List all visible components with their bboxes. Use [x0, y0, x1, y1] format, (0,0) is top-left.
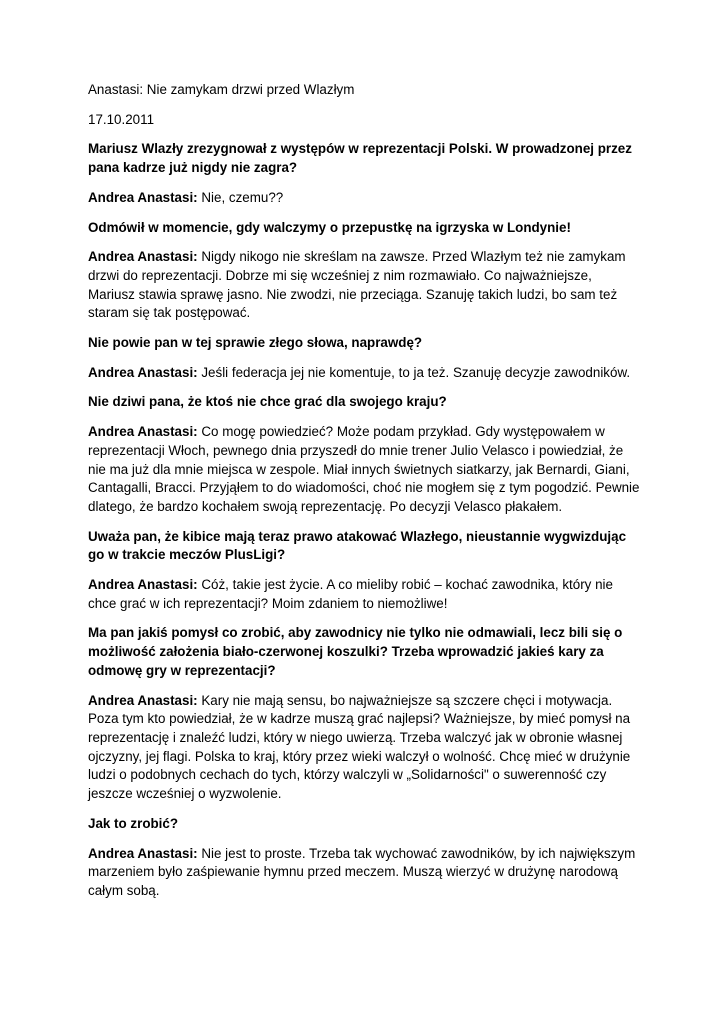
answer-text: Nigdy nikogo nie skreślam na zawsze. Przed Wlazłym też nie zamykam drzwi do reprezentacji. Dobrze mi się wcześniej z nim rozmawiało. Co najważniejsze, Mariusz stawia sprawę jasno. Nie zwodzi, nie przeciąga. Szanuję takich ludzi, bo sam też staram się tak postępować. — [88, 249, 626, 321]
document-page — [88, 81, 640, 912]
question-7: Jak to zrobić? — [88, 815, 179, 831]
question-4: Nie dziwi pana, że ktoś nie chce grać dla swojego kraju? — [88, 394, 447, 410]
answer-4 — [88, 423, 640, 517]
answer-text: Nie jest to proste. Trzeba tak wychować zawodników, by ich największym marzeniem było zaśpiewanie hymnu przed meczem. Muszą wierzyć w drużynę narodową całym sobą. — [88, 845, 636, 898]
answer-text: Jeśli federacja jej nie komentuje, to ja też. Szanuję decyzje zawodników. — [197, 364, 631, 380]
question-1: Mariusz Wlazły zrezygnował z występów w reprezentacji Polski. W prowadzonej przez pana kadrze już nigdy nie zagra? — [88, 141, 632, 176]
answer-text: Co mogę powiedzieć? Może podam przykład. Gdy występowałem w reprezentacji Włoch, pewnego dnia przyszedł do mnie trener Julio Velasco i powiedział, że nie ma już dla mnie miejsca w zespole. Miał innych świetnych siatkarzy, jak Bernardi, Giani, Cantagalli, Bracci. Przyjąłem to do wiadomości, choć nie mogłem się z tym pogodzić. Pewnie dlatego, że bardzo kochałem swoją reprezentację. Po decyzji Velasco płakałem. — [88, 424, 640, 514]
document-title: Anastasi: Nie zamykam drzwi przed Wlazłym — [88, 82, 355, 97]
question-3: Nie powie pan w tej sprawie złego słowa, naprawdę? — [88, 335, 423, 351]
answer-text: Cóż, takie jest życie. A co mieliby robić – kochać zawodnika, który nie chce grać w ich reprezentacji? Moim zdaniem to niemożliwe! — [88, 577, 613, 611]
answer-text: Kary nie mają sensu, bo najważniejsze są szczere chęci i motywacja. Poza tym kto powiedział, że w kadrze muszą grać najlepsi? Ważniejsze, by mieć pomysł na reprezentację i znaleźć ludzi, który w niego uwierzą. Trzeba walczyć jak w obronie własnej ojczyzny, jej flagi. Polska to kraj, który przez wieki walczył o wolność. Chcę mieć w drużynie ludzi o podobnych cechach do tych, którzy walczyli w „Solidarności" o suwerenność czy jeszcze wcześniej o wyzwolenie. — [88, 692, 631, 802]
speaker-label: Andrea Anastasi: — [88, 577, 198, 593]
speaker-label: Andrea Anastasi: — [88, 249, 198, 265]
answer-3 — [88, 364, 640, 383]
answer-1 — [88, 189, 640, 208]
question-6: Ma pan jakiś pomysł co zrobić, aby zawodnicy nie tylko nie odmawiali, lecz bili się o możliwość założenia biało-czerwonej koszulki? Trzeba wprowadzić jakieś kary za odmowę gry w reprezentacji? — [88, 625, 623, 678]
answer-2 — [88, 248, 640, 323]
speaker-label: Andrea Anastasi: — [88, 692, 198, 708]
answer-6 — [88, 692, 640, 804]
answer-5 — [88, 576, 640, 613]
speaker-label: Andrea Anastasi: — [88, 189, 198, 205]
answer-7 — [88, 845, 640, 901]
question-2: Odmówił w momencie, gdy walczymy o przepustkę na igrzyska w Londynie! — [88, 219, 571, 235]
speaker-label: Andrea Anastasi: — [88, 845, 198, 861]
question-5: Uważa pan, że kibice mają teraz prawo atakować Wlazłego, nieustannie wygwizdując go w trakcie meczów PlusLigi? — [88, 528, 627, 563]
speaker-label: Andrea Anastasi: — [88, 424, 198, 440]
answer-text: Nie, czemu?? — [197, 189, 284, 205]
speaker-label: Andrea Anastasi: — [88, 364, 198, 380]
document-date: 17.10.2011 — [88, 111, 155, 127]
